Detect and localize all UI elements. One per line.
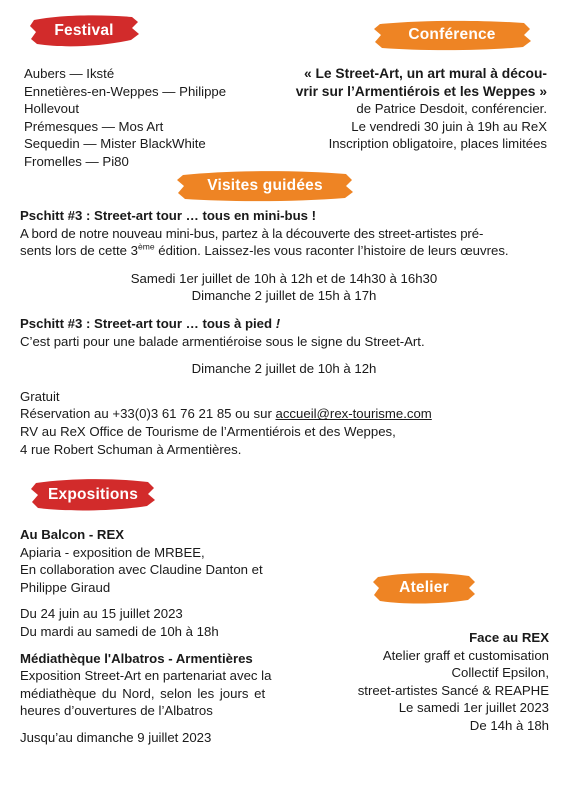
tour1-date: Samedi 1er juillet de 10h à 12h et de 14h30 à 16h30	[130, 270, 438, 286]
email-link[interactable]: accueil@rex-tourisme.com	[275, 406, 432, 422]
conference-badge	[372, 18, 532, 52]
visites-title: Visites guidées	[207, 177, 323, 195]
tour2-text: C’est parti pour une balade armentiéroise sous le signe du Street-Art.	[20, 333, 425, 349]
tour1-text: A bord de notre nouveau mini-bus, partez à la découverte des street-artistes pré-	[20, 225, 484, 241]
tour2-date: Dimanche 2 juillet de 10h à 12h	[191, 361, 377, 377]
festival-line: Ennetières-en-Weppes — Philippe	[24, 83, 227, 99]
festival-list	[24, 65, 259, 171]
festival-line: Fromelles — Pi80	[24, 153, 129, 169]
expositions-title: Expositions	[47, 486, 139, 504]
atelier-title: Atelier	[399, 579, 449, 597]
conference-title: Conférence	[408, 26, 496, 44]
venue2-text: Exposition Street-Art en partenariat avec la	[20, 668, 272, 684]
venue1-date: Du mardi au samedi de 10h à 18h	[20, 623, 219, 639]
conference-heading-line: vrir sur l’Armentiérois et les Weppes »	[295, 83, 547, 99]
festival-line: Sequedin — Mister BlackWhite	[24, 136, 206, 152]
venue2-end-date: Jusqu’au dimanche 9 juillet 2023	[20, 729, 212, 745]
venue2-title: Médiathèque l'Albatros - Armentières	[20, 650, 253, 666]
tour1-date: Dimanche 2 juillet de 15h à 17h	[191, 288, 377, 304]
venue1-line: Apiaria - exposition de MRBEE,	[20, 544, 205, 560]
tour2-title: Pschitt #3 : Street-art tour … tous à pied !	[20, 315, 281, 331]
venue2-text: médiathèque du Nord, selon les jours et	[20, 685, 266, 701]
atelier-line: street-artistes Sancé & REAPHE	[357, 682, 549, 698]
festival-line: Prémesques — Mos Art	[24, 118, 164, 134]
visites-content	[20, 207, 548, 458]
address: 4 rue Robert Schuman à Armentières.	[20, 441, 242, 457]
festival-title: Festival	[54, 22, 114, 40]
atelier-badge	[372, 570, 476, 606]
expositions-content	[20, 526, 300, 747]
venue1-line: Philippe Giraud	[20, 579, 111, 595]
reservation-line: Réservation au +33(0)3 61 76 21 85 ou sur accueil@rex-tourisme.com	[20, 406, 432, 422]
venue2-text: heures d’ouvertures de l’Albatros	[20, 703, 213, 719]
atelier-place: Face au REX	[469, 630, 549, 645]
visites-badge	[176, 168, 354, 204]
festival-line: Aubers — Iksté	[24, 66, 115, 81]
atelier-line: Collectif Epsilon,	[451, 665, 549, 681]
price-text: Gratuit	[20, 388, 60, 404]
atelier-date: Le samedi 1er juillet 2023	[398, 700, 549, 716]
conference-date: Le vendredi 30 juin à 19h au ReX	[351, 118, 547, 134]
venue1-date: Du 24 juin au 15 juillet 2023	[20, 606, 183, 622]
atelier-line: Atelier graff et customisation	[382, 647, 549, 663]
conference-registration: Inscription obligatoire, places limitées	[328, 136, 547, 152]
conference-speaker: de Patrice Desdoit, conférencier.	[356, 101, 547, 117]
festival-line: Hollevout	[24, 101, 79, 117]
tour1-title: Pschitt #3 : Street-art tour … tous en mini-bus !	[20, 208, 317, 223]
atelier-hours: De 14h à 18h	[469, 717, 549, 733]
venue1-title: Au Balcon - REX	[20, 527, 125, 542]
conference-heading-line: « Le Street-Art, un art mural à décou-	[303, 66, 547, 81]
tour1-text: sents lors de cette 3ème édition. Laissez-les vous raconter l’histoire de leurs œuvres.	[20, 241, 509, 259]
venue1-line: En collaboration avec Claudine Danton et	[20, 562, 263, 578]
meeting-point: RV au ReX Office de Tourisme de l’Armentiérois et des Weppes,	[20, 423, 396, 439]
festival-badge	[28, 12, 140, 50]
conference-details	[255, 65, 547, 153]
expositions-badge	[30, 476, 156, 514]
atelier-content	[300, 629, 549, 735]
